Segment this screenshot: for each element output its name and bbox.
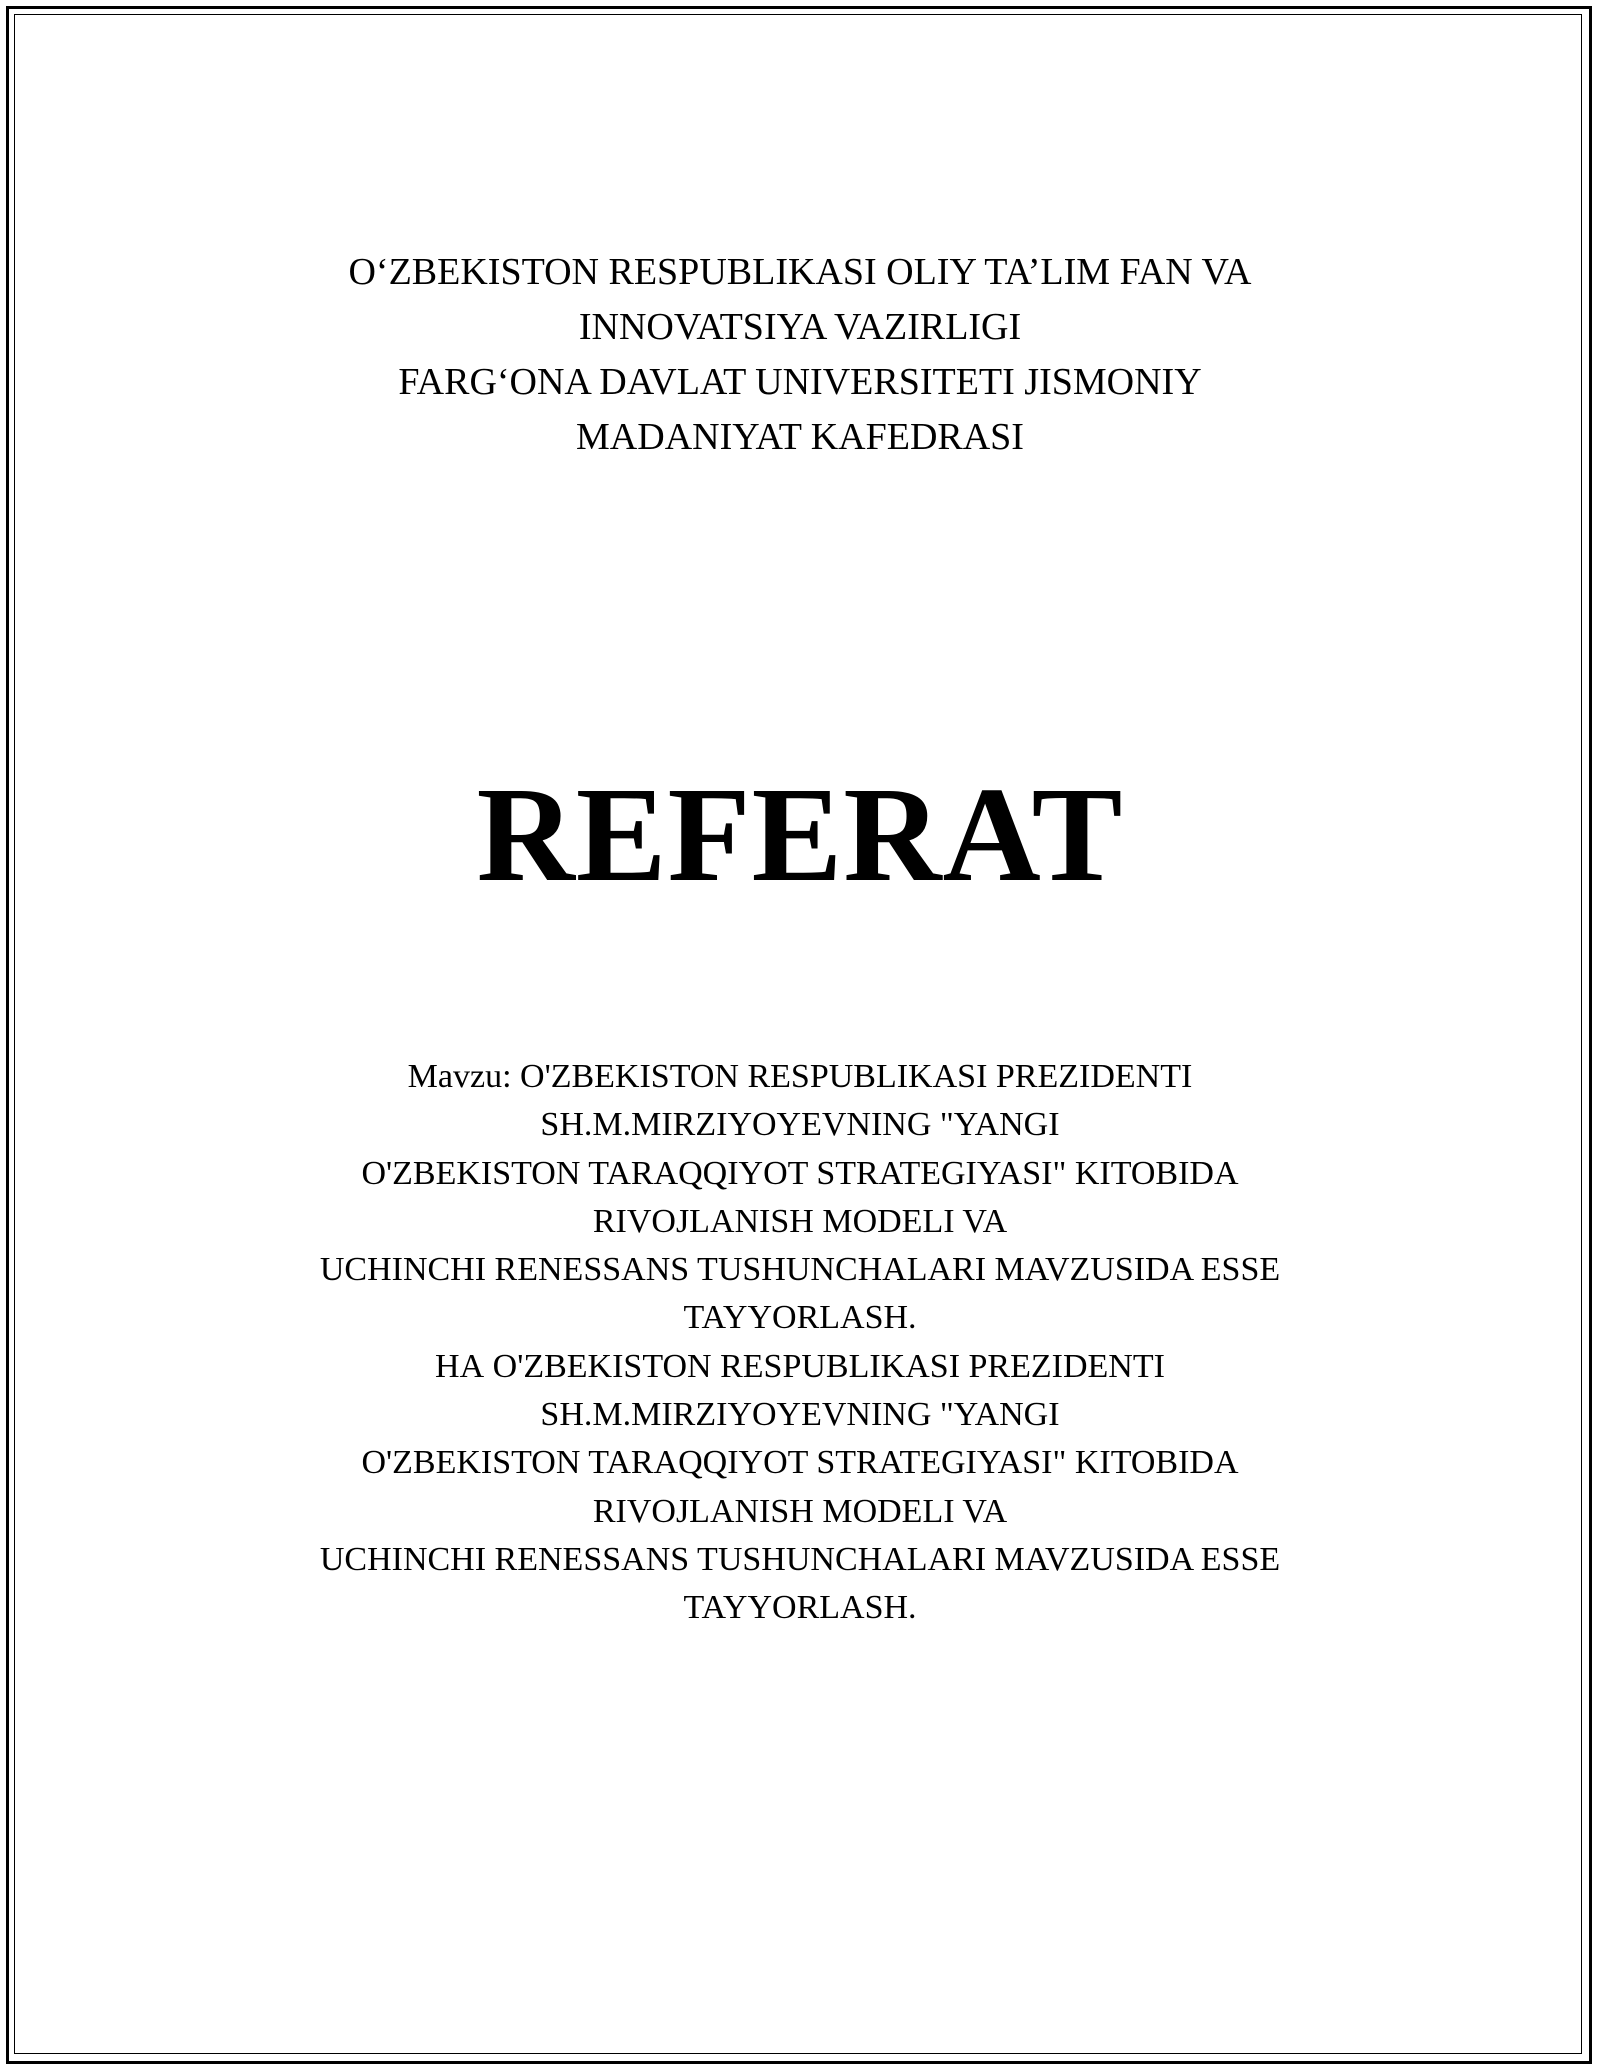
topic-line: UCHINCHI RENESSANS TUSHUNCHALARI MAVZUSIDA ESSE	[319, 1540, 1281, 1578]
header-line: INNOVATSIYA VAZIRLIGI	[578, 306, 1022, 348]
topic-line: Mavzu: O'ZBEKISTON RESPUBLIKASI PREZIDENTI	[407, 1058, 1193, 1095]
topic-line: SH.M.MIRZIYOYEVNING "YANGI	[540, 1106, 1060, 1144]
header-line: MADANIYAT KAFEDRASI	[576, 416, 1024, 458]
institution-header	[0, 245, 1600, 465]
topic-line: UCHINCHI RENESSANS TUSHUNCHALARI MAVZUSIDA ESSE	[319, 1251, 1281, 1289]
topic-line: O'ZBEKISTON TARAQQIYOT STRATEGIYASI" KITOBIDA	[361, 1444, 1239, 1482]
topic-block	[0, 1053, 1600, 1633]
topic-line: НА O'ZBEKISTON RESPUBLIKASI PREZIDENTI	[435, 1347, 1165, 1385]
topic-line: RIVOJLANISH MODELI VA	[592, 1492, 1008, 1530]
document-title: REFERAT	[476, 760, 1124, 910]
topic-line: RIVOJLANISH MODELI VA	[592, 1202, 1008, 1240]
topic-line: O'ZBEKISTON TARAQQIYOT STRATEGIYASI" KITOBIDA	[361, 1154, 1239, 1192]
header-line: O‘ZBEKISTON RESPUBLIKASI OLIY TA’LIM FAN VA	[348, 251, 1252, 293]
header-line: FARG‘ONA DAVLAT UNIVERSITETI JISMONIY	[398, 361, 1202, 403]
topic-line: TAYYORLASH.	[683, 1299, 917, 1337]
topic-line: TAYYORLASH.	[683, 1589, 917, 1627]
topic-line: SH.M.MIRZIYOYEVNING "YANGI	[540, 1396, 1060, 1434]
